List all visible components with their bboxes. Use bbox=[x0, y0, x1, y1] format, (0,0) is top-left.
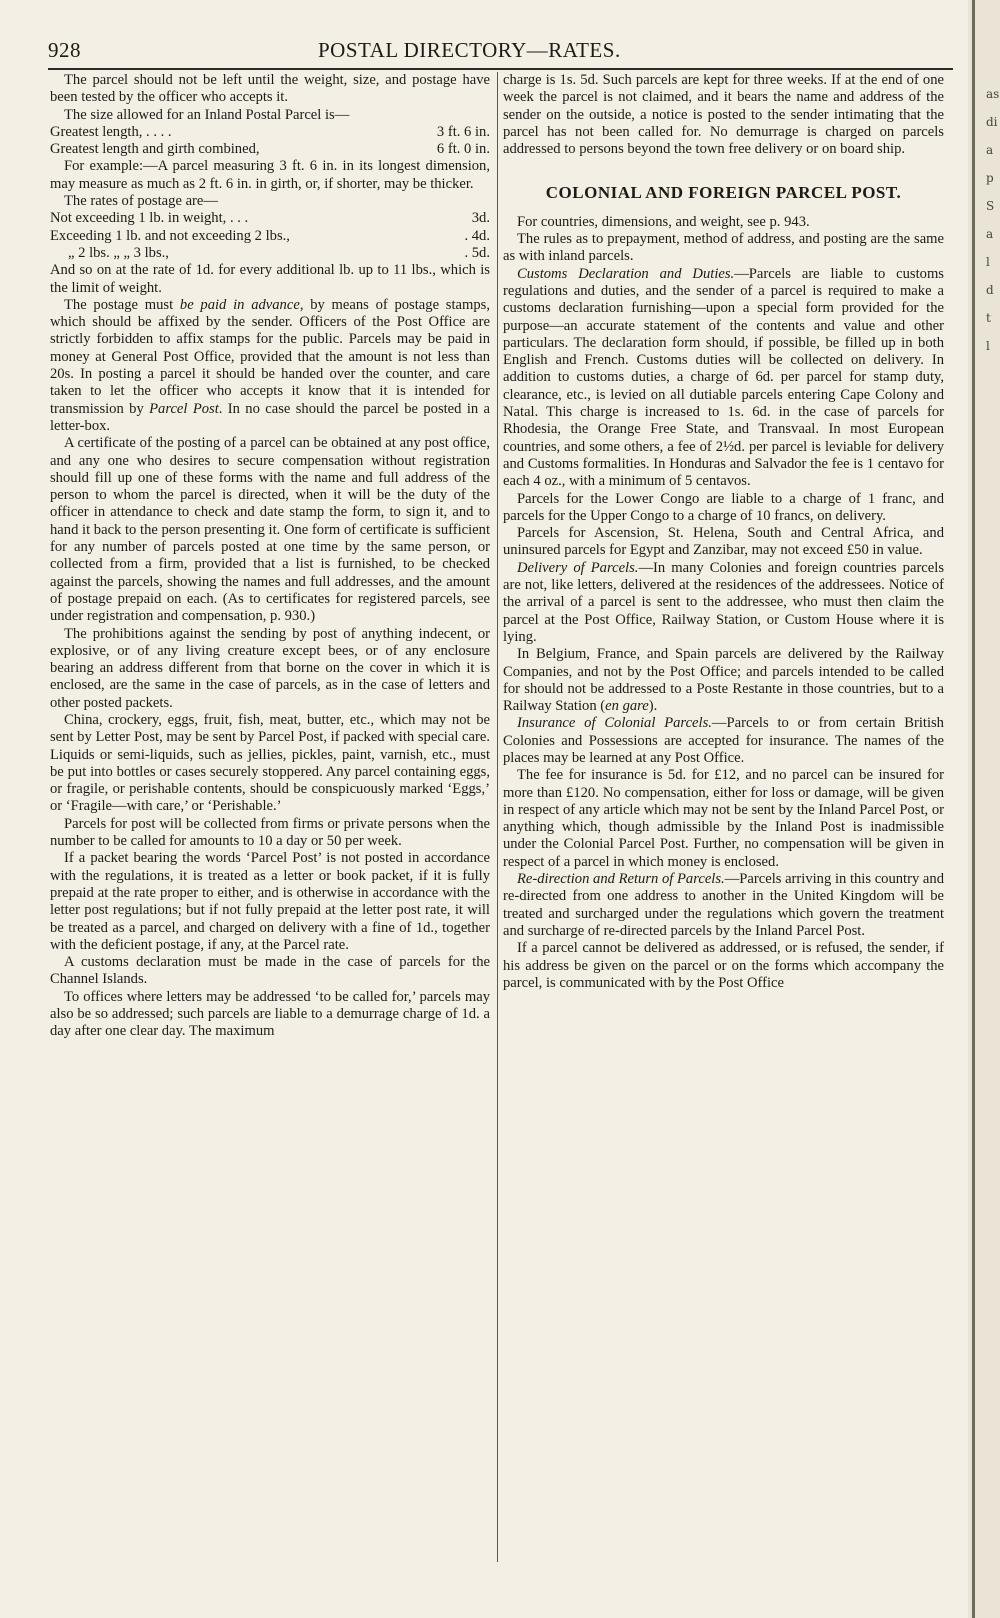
paragraph: To offices where letters may be addressed ‘to be called for,’ parcels may also be so addressed; such parcels are liable to a demurrage charge of 1d. a day after one clear day. The maximum bbox=[50, 988, 490, 1040]
edge-fragment: a bbox=[986, 227, 994, 241]
paragraph bbox=[503, 871, 944, 940]
header-rule bbox=[48, 68, 953, 70]
edge-fragment: di bbox=[986, 115, 998, 129]
paragraph: For example:—A parcel measuring 3 ft. 6 in. in its longest dimension, may measure as much as 2 ft. 6 in. in girth, or, if shorter, may be thicker. bbox=[50, 158, 490, 192]
text-run: The postage must bbox=[64, 296, 180, 313]
paragraph: The rates of postage are— bbox=[64, 193, 218, 210]
paragraph: Parcels for post will be collected from firms or private persons when the number to be called for amounts to 10 a day or 50 per week. bbox=[50, 815, 490, 850]
text-run: , by means of postage stamps, which should be affixed by the sender. Officers of the Post Office are strictly forbidden to affix stamps for the public. Parcels may be paid in money at General Post Office, provided that the amount is not less than 20s. In posting a parcel it should be handed over the counter, and care taken to let the officer who accepts it know that it is intended for transmission by bbox=[50, 296, 490, 417]
page-number: 928 bbox=[48, 38, 81, 62]
rate-label: Exceeding 1 lb. and not exceeding 2 lbs., bbox=[50, 227, 290, 244]
text-run: —Parcels arriving in this country and re-directed from one address to another in the United Kingdom will be treated and surcharged under the regulations which govern the treatment and surcharge of re-directed parcels by the Inland Parcel Post. bbox=[503, 871, 944, 939]
paragraph: The prohibitions against the sending by post of anything indecent, or explosive, or of any living creature except bees, or of any enclosure bearing an address different from that borne on the cover in which it is enclosed, are the same in the case of parcels, as in the case of letters and other posted packets. bbox=[50, 625, 490, 711]
text-run: . In no case should the parcel be posted in a letter-box. bbox=[50, 400, 490, 434]
rate-value: . 4d. bbox=[464, 227, 490, 244]
edge-fragment: d bbox=[986, 283, 994, 297]
paragraph bbox=[50, 297, 490, 435]
running-title: POSTAL DIRECTORY—RATES. bbox=[318, 38, 621, 62]
size-row bbox=[50, 124, 490, 141]
text-run: ). bbox=[648, 698, 658, 715]
paragraph: The fee for insurance is 5d. for £12, and no parcel can be insured for more than £120. No compensation, either for loss or damage, will be given in respect of any article which may not be sent by the Inland Parcel Post, or anything which, though admissible by the Inland Post is inadmissible under the Colonial Parcel Post. Further, no compensation will be given in respect of a parcel in which money is enclosed. bbox=[503, 767, 944, 870]
rate-row bbox=[50, 228, 490, 245]
emphasis: be paid in advance bbox=[179, 296, 300, 313]
paragraph: A certificate of the posting of a parcel can be obtained at any post office, and any one who desires to secure compensation without registration should fill up one of these forms with the name and full address of the person to whom the parcel is directed, when it will be the duty of the officer in attendance to check and date stamp the form, to sign it, and to hand it back to the person presenting it. One form of certificate is sufficient for any number of parcels posted at one time by the same person, or collected from a firm, provided that a list is furnished, to be checked against the parcels, showing the names and full addresses, and the amount of postage prepaid on each. (As to certificates for registered parcels, see under registration and compensation, p. 930.) bbox=[50, 435, 490, 625]
edge-fragment: a bbox=[986, 143, 994, 157]
rate-value: . 5d. bbox=[464, 244, 490, 261]
paragraph: If a packet bearing the words ‘Parcel Post’ is not posted in accordance with the regulations, it is treated as a letter or book packet, if it is fully prepaid at the rate proper to either, and is otherwise in accordance with the letter post regulations; but if not fully prepaid at the letter post rate, it will be treated as a parcel, and charged on delivery with a fine of 1d., together with the deficient postage, if any, at the Parcel rate. bbox=[50, 850, 490, 953]
column-divider bbox=[497, 72, 498, 1562]
emphasis: en gare bbox=[605, 698, 649, 715]
right-column bbox=[503, 72, 944, 1602]
rate-label: Not exceeding 1 lb. in weight, . . . bbox=[50, 210, 249, 227]
paragraph: If a parcel cannot be delivered as addressed, or is refused, the sender, if his address be given on the parcel or on the forms which accompany the parcel, is communicated with by the Post Office bbox=[503, 940, 944, 991]
edge-fragments bbox=[986, 80, 999, 360]
emphasis: Insurance of Colonial Parcels. bbox=[517, 715, 712, 732]
edge-fragment: l bbox=[986, 255, 990, 269]
page-header bbox=[48, 38, 966, 68]
paragraph: The parcel should not be left until the weight, size, and postage have been tested by the officer who accepts it. bbox=[50, 72, 490, 106]
edge-fragment: l bbox=[986, 339, 990, 353]
paragraph: China, crockery, eggs, fruit, fish, meat, butter, etc., which may not be sent by Letter Post, may be sent by Parcel Post, if packed with special care. Liquids or semi-liquids, such as jellies, pickles, paint, varnish, etc., must be put into bottles or cases securely stoppered. Any parcel containing eggs, or fragile, or perishable contents, should be conspicuously marked ‘Eggs,’ or ‘Fragile—with care,’ or ‘Perishable.’ bbox=[50, 711, 490, 815]
edge-fragment: p bbox=[986, 171, 994, 185]
paragraph: The size allowed for an Inland Postal Parcel is— bbox=[64, 106, 350, 123]
paragraph: The rules as to prepayment, method of address, and posting are the same as with inland parcels. bbox=[503, 231, 944, 265]
rate-row bbox=[50, 245, 490, 262]
emphasis: Delivery of Parcels. bbox=[517, 559, 639, 576]
edge-fragment: S bbox=[986, 199, 995, 213]
emphasis: Re-direction and Return of Parcels. bbox=[517, 871, 725, 888]
size-value: 6 ft. 0 in. bbox=[436, 141, 490, 158]
text-run: —In many Colonies and foreign countries parcels are not, like letters, delivered at the residences of the addressees. Notice of the arrival of a parcel is sent to the addressee, who must then claim the parcel at the Post Office, Railway Station, or Custom House where it is lying. bbox=[503, 559, 944, 645]
rate-row bbox=[50, 210, 490, 227]
edge-fragment: as bbox=[986, 87, 1000, 101]
text-run: —Parcels are liable to customs regulations and duties, and the sender of a parcel is required to make a customs declaration furnishing—upon a special form provided for the purpose—an accurate statement of the contents and value and other particulars. The declaration form should, if possible, be filled up in both English and French. Customs duties will be collected on delivery. In addition to customs duties, a charge of 6d. per parcel for stamp duty, clearance, etc., is levied on all dutiable parcels entering Cape Colony and Natal. This charge is increased to 1s. 6d. in the case of parcels for Rhodesia, the Orange Free State, and Transvaal. In most European countries, and some others, a fee of 2½d. per parcel is leviable for delivery and Customs formalities. In Honduras and Salvador the fee is 1 centavo for each 4 oz., with a minimum of 5 centavos. bbox=[503, 265, 944, 490]
binding-shadow bbox=[972, 0, 975, 1618]
paragraph bbox=[503, 646, 944, 715]
paragraph: Parcels for the Lower Congo are liable to a charge of 1 franc, and parcels for the Upper Congo to a charge of 10 francs, on delivery. bbox=[503, 490, 944, 524]
text-run: In Belgium, France, and Spain parcels are delivered by the Railway Companies, and not by the Post Office; and parcels intended to be called for should not be addressed to a Poste Restante in those countries, but to a Railway Station ( bbox=[503, 646, 944, 715]
text-run: —Parcels to or from certain British Colonies and Possessions are accepted for insurance. The names of the places may be learned at any Post Office. bbox=[503, 715, 944, 766]
paragraph: charge is 1s. 5d. Such parcels are kept for three weeks. If at the end of one week the parcel is not claimed, and it bears the name and address of the sender on the outside, a notice is posted to the sender intimating that the parcel has not been called for. No demurrage is charged on parcels addressed to persons beyond the town free delivery or on board ship. bbox=[503, 72, 944, 158]
rate-label: „ 2 lbs. „ „ 3 lbs., bbox=[68, 244, 169, 261]
rate-value: 3d. bbox=[471, 210, 490, 227]
paragraph: For countries, dimensions, and weight, see p. 943. bbox=[517, 213, 810, 230]
section-title: COLONIAL AND FOREIGN PARCEL POST. bbox=[545, 183, 902, 203]
size-row bbox=[50, 141, 490, 158]
size-label: Greatest length, . . . . bbox=[50, 123, 172, 140]
emphasis: Parcel Post bbox=[149, 400, 219, 417]
paragraph: A customs declaration must be made in the case of parcels for the Channel Islands. bbox=[50, 954, 490, 988]
edge-fragment: t bbox=[986, 311, 991, 325]
paragraph bbox=[503, 560, 944, 646]
size-value: 3 ft. 6 in. bbox=[436, 123, 490, 140]
paragraph: Parcels for Ascension, St. Helena, South and Central Africa, and uninsured parcels for Egypt and Zanzibar, may not exceed £50 in value. bbox=[503, 525, 944, 559]
paragraph bbox=[503, 266, 944, 491]
paragraph: And so on at the rate of 1d. for every additional lb. up to 11 lbs., which is the limit of weight. bbox=[50, 262, 490, 296]
size-label: Greatest length and girth combined, bbox=[50, 141, 260, 158]
left-column bbox=[50, 72, 490, 1602]
paragraph bbox=[503, 715, 944, 767]
emphasis: Customs Declaration and Duties. bbox=[517, 265, 735, 282]
